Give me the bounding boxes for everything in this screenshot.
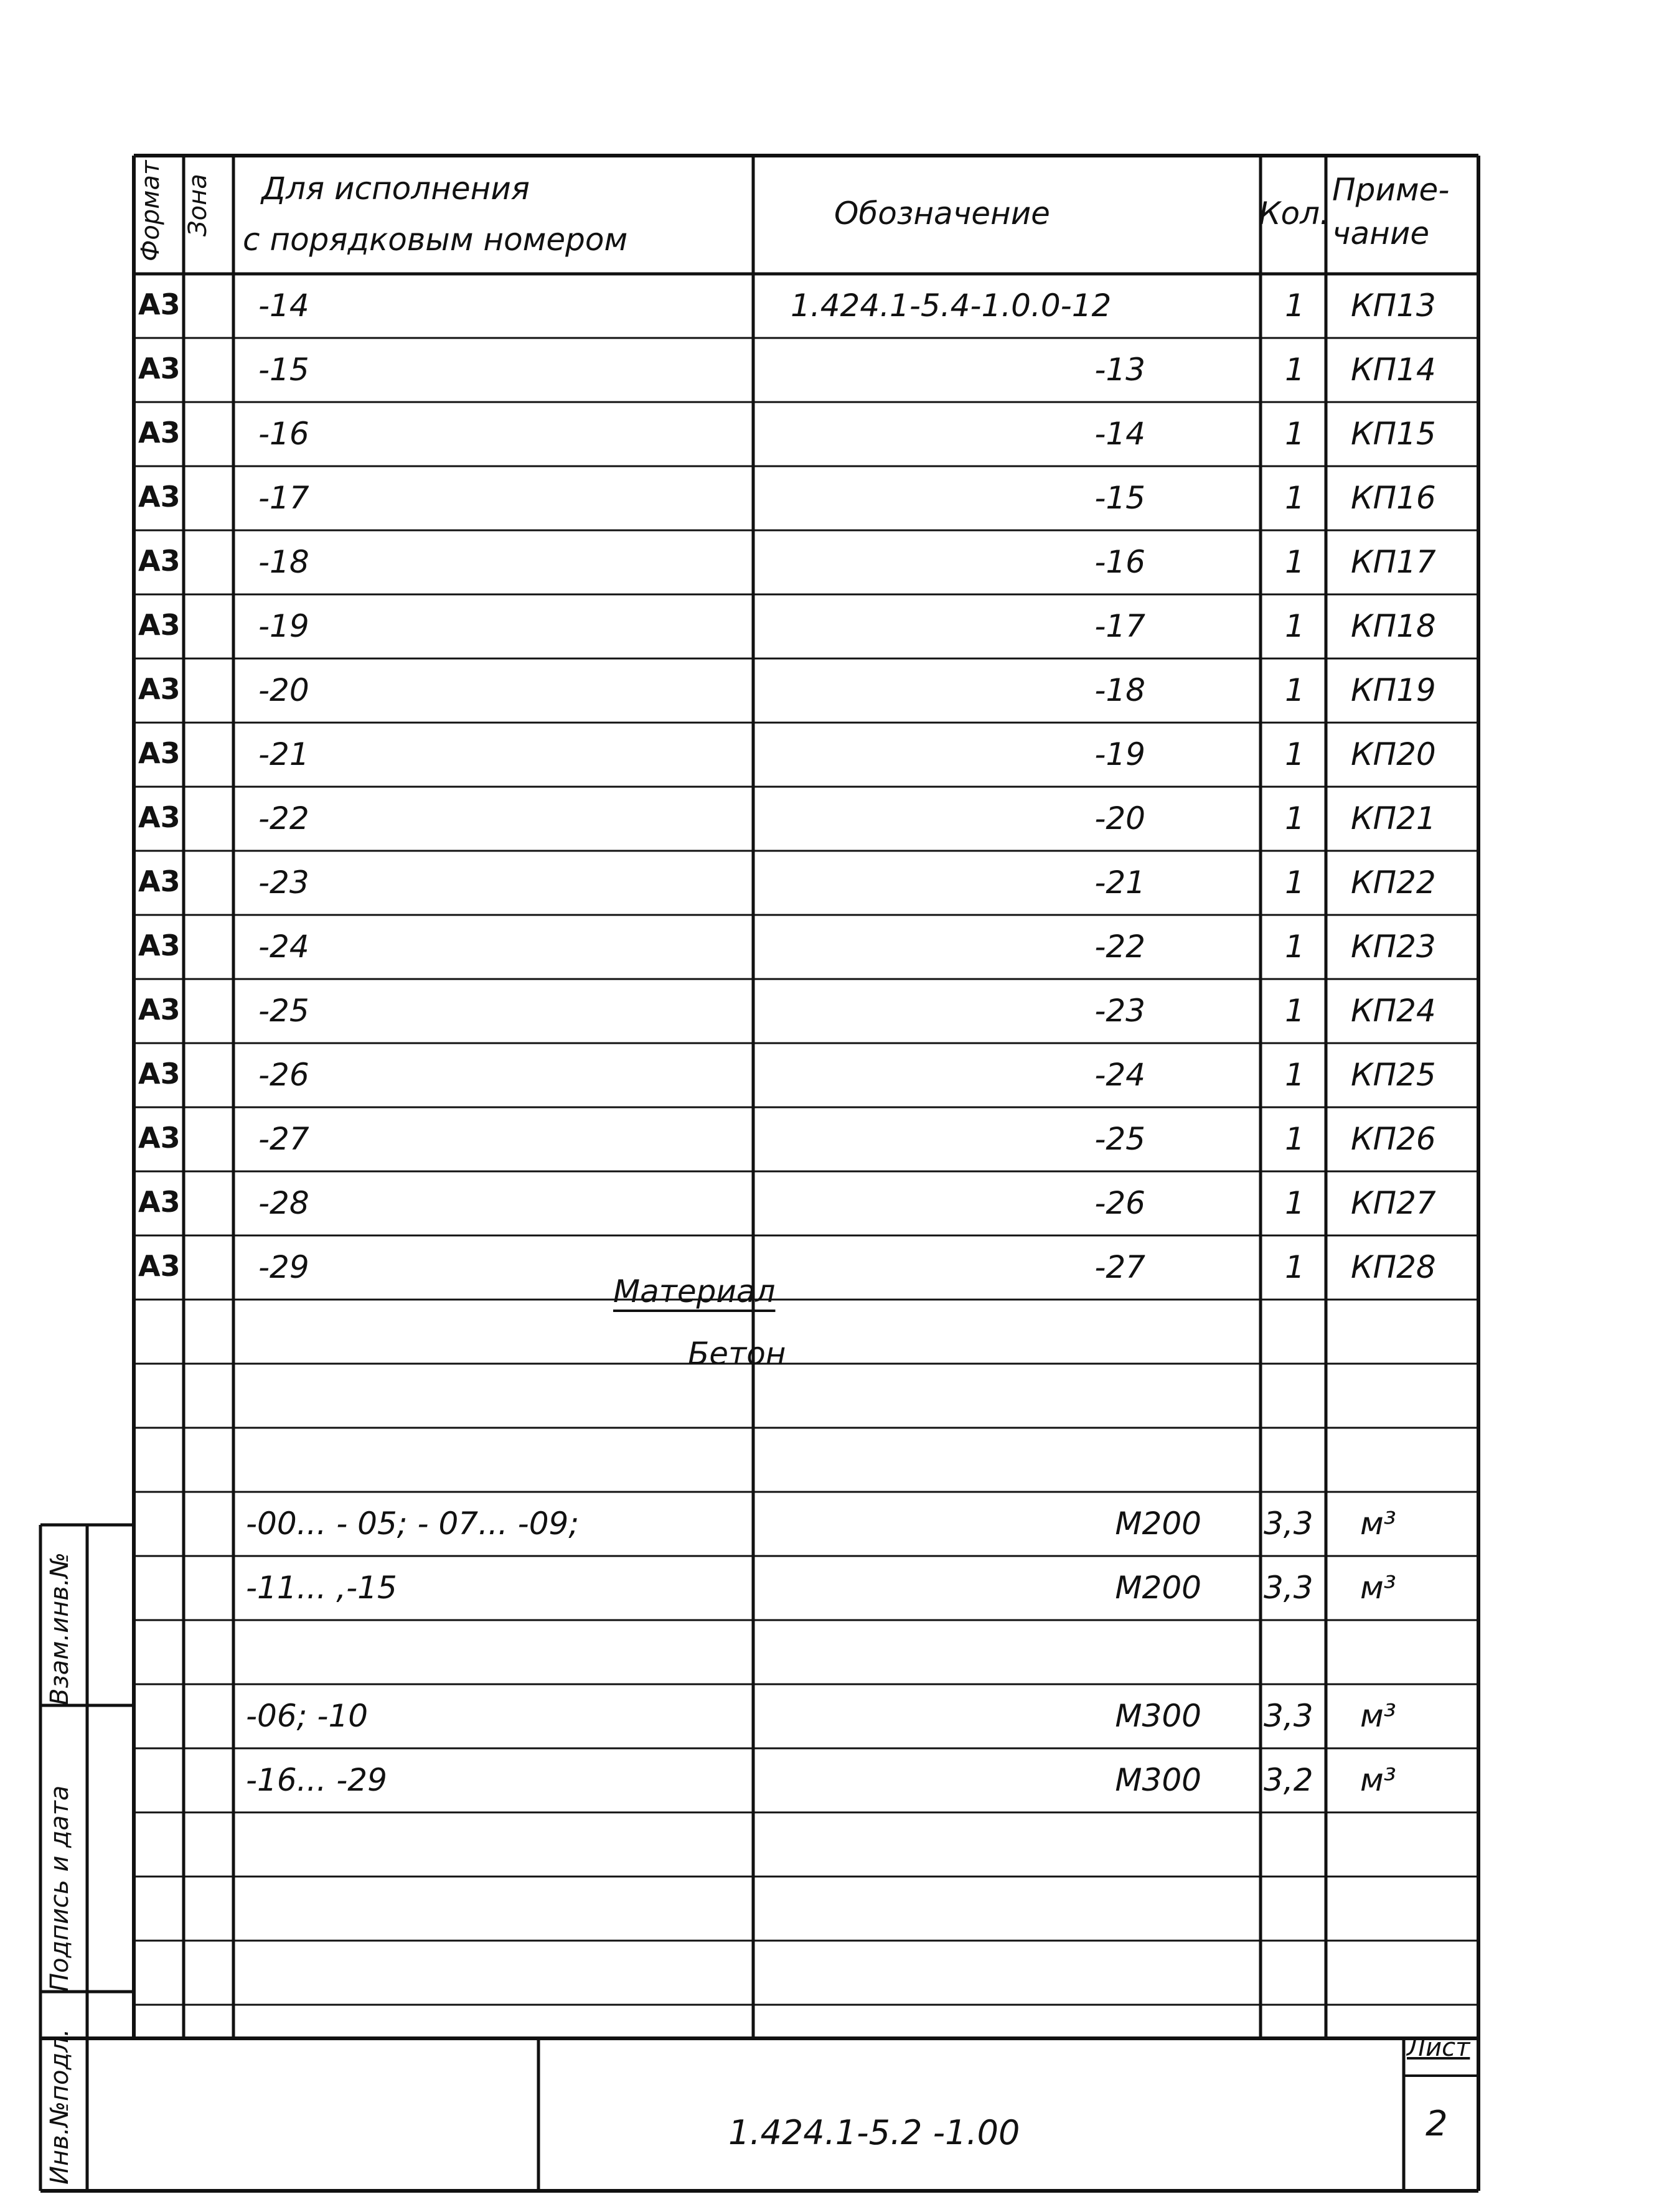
row-variant: -24 bbox=[258, 929, 309, 965]
row-format: А3 bbox=[138, 1121, 181, 1155]
row-variant: -18 bbox=[258, 544, 309, 580]
row-qty: 1 bbox=[1285, 480, 1305, 516]
row-note: КП19 bbox=[1351, 672, 1436, 708]
row-note: КП24 bbox=[1351, 993, 1436, 1029]
row-qty: 1 bbox=[1285, 929, 1305, 965]
header-note-line1: Приме- bbox=[1332, 172, 1450, 208]
row-format: А3 bbox=[138, 544, 181, 578]
material-qty: 3,3 bbox=[1264, 1570, 1313, 1606]
row-qty: 1 bbox=[1285, 288, 1305, 324]
material-variant: -06; -10 bbox=[246, 1698, 369, 1734]
row-designation: -18 bbox=[1094, 672, 1145, 708]
row-qty: 1 bbox=[1285, 352, 1305, 388]
row-variant: -22 bbox=[258, 800, 309, 837]
row-qty: 1 bbox=[1285, 736, 1305, 772]
section-title: Материал bbox=[613, 1273, 776, 1310]
row-variant: -21 bbox=[258, 736, 309, 772]
material-variant: -00... - 05; - 07... -09; bbox=[246, 1506, 580, 1542]
row-note: КП17 bbox=[1351, 544, 1436, 580]
row-format: А3 bbox=[138, 1185, 181, 1219]
material-qty: 3,3 bbox=[1264, 1506, 1313, 1542]
material-qty: 3,2 bbox=[1264, 1762, 1313, 1798]
row-variant: -27 bbox=[258, 1121, 309, 1157]
row-variant: -23 bbox=[258, 865, 309, 901]
header-zone: Зона bbox=[184, 174, 212, 237]
row-qty: 1 bbox=[1285, 865, 1305, 901]
row-designation: -27 bbox=[1094, 1249, 1145, 1285]
row-variant: -26 bbox=[258, 1057, 309, 1093]
row-format: А3 bbox=[138, 672, 181, 706]
row-qty: 1 bbox=[1285, 1121, 1305, 1157]
row-note: КП20 bbox=[1351, 736, 1436, 772]
row-format: А3 bbox=[138, 929, 181, 962]
row-variant: -16 bbox=[258, 416, 309, 452]
row-format: А3 bbox=[138, 993, 181, 1026]
row-note: КП18 bbox=[1351, 608, 1436, 644]
row-format: А3 bbox=[138, 352, 181, 385]
row-note: КП26 bbox=[1351, 1121, 1436, 1157]
row-qty: 1 bbox=[1285, 993, 1305, 1029]
row-format: А3 bbox=[138, 608, 181, 642]
material-grade: М300 bbox=[1115, 1762, 1201, 1798]
row-format: А3 bbox=[138, 800, 181, 834]
row-variant: -25 bbox=[258, 993, 309, 1029]
row-variant: -28 bbox=[258, 1185, 309, 1221]
sheet-label: Лист bbox=[1407, 2033, 1470, 2062]
row-variant: -15 bbox=[258, 352, 309, 388]
row-note: КП28 bbox=[1351, 1249, 1436, 1285]
row-variant: -19 bbox=[258, 608, 309, 644]
row-variant: -14 bbox=[258, 288, 309, 324]
row-format: А3 bbox=[138, 288, 181, 321]
row-variant: -20 bbox=[258, 672, 309, 708]
row-designation: -15 bbox=[1094, 480, 1145, 516]
material-unit: м³ bbox=[1360, 1570, 1396, 1606]
material-unit: м³ bbox=[1360, 1762, 1396, 1798]
row-designation: -20 bbox=[1094, 800, 1145, 837]
row-qty: 1 bbox=[1285, 544, 1305, 580]
row-format: А3 bbox=[138, 480, 181, 513]
row-note: КП13 bbox=[1351, 288, 1436, 324]
row-qty: 1 bbox=[1285, 608, 1305, 644]
header-variant-line2: с порядковым номером bbox=[243, 222, 628, 258]
row-designation: 1.424.1-5.4-1.0.0-12 bbox=[791, 288, 1112, 324]
sheet-number: 2 bbox=[1426, 2104, 1448, 2144]
material-variant: -16... -29 bbox=[246, 1762, 387, 1798]
row-qty: 1 bbox=[1285, 416, 1305, 452]
row-format: А3 bbox=[138, 416, 181, 449]
row-format: А3 bbox=[138, 736, 181, 770]
row-designation: -22 bbox=[1094, 929, 1145, 965]
header-note-line2: чание bbox=[1332, 215, 1430, 251]
material-unit: м³ bbox=[1360, 1698, 1396, 1734]
row-note: КП23 bbox=[1351, 929, 1436, 965]
row-note: КП25 bbox=[1351, 1057, 1436, 1093]
row-designation: -26 bbox=[1094, 1185, 1145, 1221]
material-grade: М200 bbox=[1115, 1506, 1201, 1542]
row-variant: -17 bbox=[258, 480, 309, 516]
document-code: 1.424.1-5.2 -1.00 bbox=[728, 2113, 1020, 2152]
row-designation: -19 bbox=[1094, 736, 1145, 772]
material-grade: М300 bbox=[1115, 1698, 1201, 1734]
row-format: А3 bbox=[138, 1249, 181, 1283]
row-designation: -17 bbox=[1094, 608, 1145, 644]
header-format: Формат bbox=[136, 160, 165, 261]
row-designation: -24 bbox=[1094, 1057, 1145, 1093]
row-note: КП27 bbox=[1351, 1185, 1436, 1221]
material-grade: М200 bbox=[1115, 1570, 1201, 1606]
material-variant: -11... ,-15 bbox=[246, 1570, 397, 1606]
row-variant: -29 bbox=[258, 1249, 309, 1285]
header-qty: Кол. bbox=[1259, 195, 1330, 232]
row-qty: 1 bbox=[1285, 1185, 1305, 1221]
stamp-sign-date: Подпись и дата bbox=[45, 1785, 74, 1992]
stamp-inv-original: Инв.№подл. bbox=[45, 2028, 74, 2185]
row-designation: -23 bbox=[1094, 993, 1145, 1029]
material-unit: м³ bbox=[1360, 1506, 1396, 1542]
row-note: КП22 bbox=[1351, 865, 1436, 901]
row-format: А3 bbox=[138, 865, 181, 898]
row-note: КП21 bbox=[1351, 800, 1436, 837]
header-designation: Обозначение bbox=[834, 195, 1050, 232]
row-designation: -25 bbox=[1094, 1121, 1145, 1157]
row-designation: -13 bbox=[1094, 352, 1145, 388]
row-note: КП15 bbox=[1351, 416, 1436, 452]
subsection-title: Бетон bbox=[688, 1336, 786, 1372]
row-qty: 1 bbox=[1285, 1249, 1305, 1285]
row-note: КП14 bbox=[1351, 352, 1436, 388]
row-format: А3 bbox=[138, 1057, 181, 1090]
material-qty: 3,3 bbox=[1264, 1698, 1313, 1734]
row-qty: 1 bbox=[1285, 672, 1305, 708]
row-qty: 1 bbox=[1285, 1057, 1305, 1093]
row-designation: -21 bbox=[1094, 865, 1145, 901]
header-variant-line1: Для исполнения bbox=[261, 171, 530, 207]
row-designation: -16 bbox=[1094, 544, 1145, 580]
row-qty: 1 bbox=[1285, 800, 1305, 837]
row-note: КП16 bbox=[1351, 480, 1436, 516]
row-designation: -14 bbox=[1094, 416, 1145, 452]
stamp-replaces-inv: Взам.инв.№ bbox=[45, 1552, 74, 1705]
